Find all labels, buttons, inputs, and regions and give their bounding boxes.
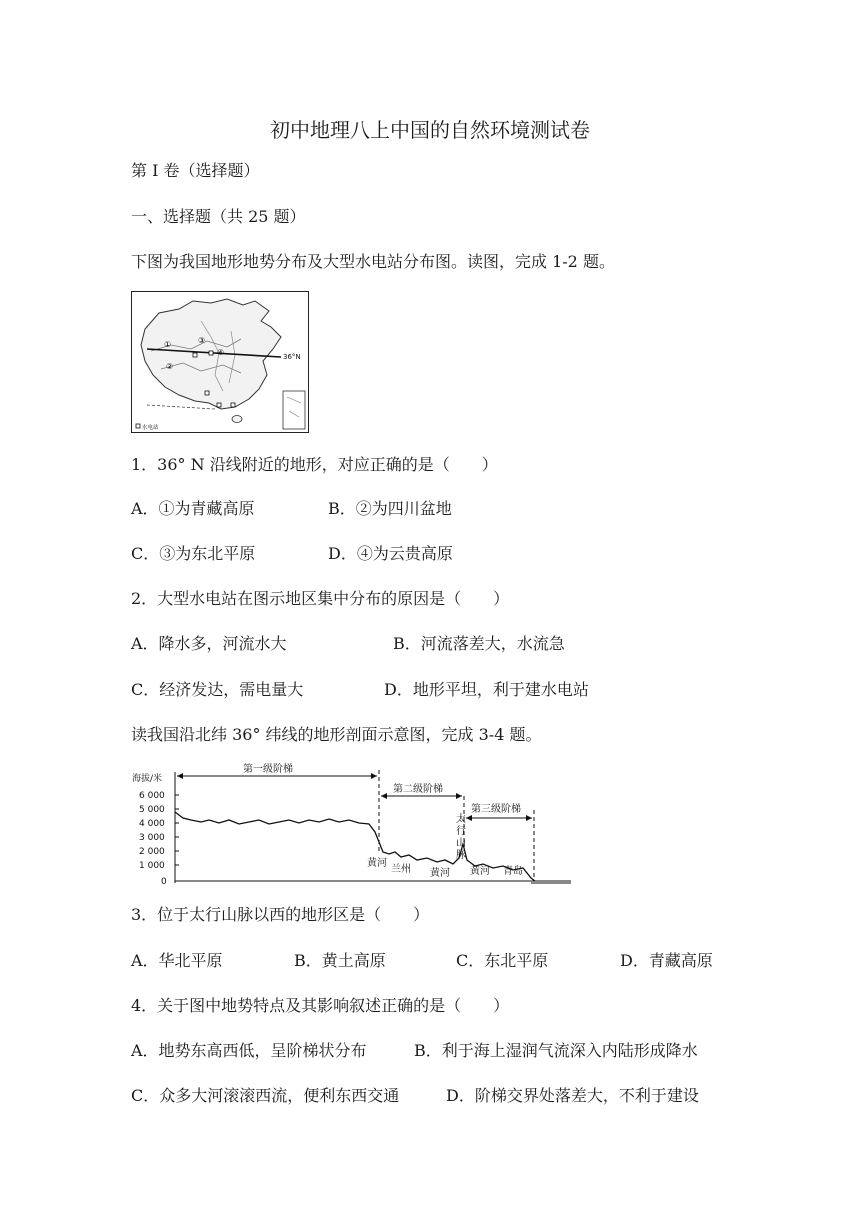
page-title: 初中地理八上中国的自然环境测试卷	[270, 118, 590, 142]
volume-heading: 第 I 卷（选择题）	[131, 161, 260, 180]
mountain-label: 太	[456, 814, 466, 825]
step-label: 第一级阶梯	[243, 764, 293, 775]
y-tick-label: 0	[161, 877, 167, 887]
y-tick-label: 6 000	[139, 791, 165, 801]
hydro-station-marker	[193, 353, 197, 357]
q2-option-a[interactable]: A．降水多，河流水大	[131, 634, 287, 653]
intro-q3-4: 读我国沿北纬 36° 纬线的地形剖面示意图，完成 3-4 题。	[131, 725, 542, 744]
mountain-label: 行	[456, 826, 466, 837]
step-label: 第三级阶梯	[471, 804, 521, 815]
q2-option-b[interactable]: B．河流落差大，水流急	[393, 634, 565, 653]
q4-option-a[interactable]: A．地势东高西低，呈阶梯状分布	[131, 1041, 367, 1060]
hydro-station-marker	[209, 351, 213, 355]
region-label: ②	[166, 362, 174, 371]
y-tick-label: 3 000	[139, 833, 165, 843]
terrain-profile-36n	[131, 762, 573, 890]
region-label: ③	[198, 336, 206, 345]
question-2-stem: 2．大型水电站在图示地区集中分布的原因是（ ）	[131, 589, 510, 608]
place-label: 黄河	[470, 866, 490, 877]
hydro-station-marker	[231, 403, 235, 407]
q1-option-a[interactable]: A．①为青藏高原	[131, 499, 255, 518]
legend-marker	[136, 424, 140, 428]
place-label: 兰州	[391, 864, 411, 875]
y-tick-label: 4 000	[139, 819, 165, 829]
china-terrain-map	[131, 291, 309, 433]
y-axis-label: 海拔/米	[132, 774, 163, 784]
legend-label: 水电站	[142, 425, 159, 431]
q4-option-b[interactable]: B．利于海上湿润气流深入内陆形成降水	[414, 1041, 698, 1060]
mountain-label: 山	[456, 838, 466, 849]
q3-option-c[interactable]: C．东北平原	[456, 951, 549, 970]
step-label: 第二级阶梯	[393, 784, 443, 795]
q1-option-b[interactable]: B．②为四川盆地	[328, 499, 452, 518]
q1-option-c[interactable]: C．③为东北平原	[131, 544, 256, 563]
intro-q1-2: 下图为我国地形地势分布及大型水电站分布图。读图，完成 1-2 题。	[131, 252, 615, 271]
hydro-station-marker	[217, 403, 221, 407]
region-label: ①	[164, 340, 172, 349]
place-label: 黄河	[430, 868, 450, 879]
mountain-label: 脉	[456, 850, 466, 861]
y-tick-label: 1 000	[139, 861, 165, 871]
q4-option-d[interactable]: D．阶梯交界处落差大，不利于建设	[446, 1086, 699, 1105]
y-tick-label: 2 000	[139, 847, 165, 857]
q2-option-c[interactable]: C．经济发达，需电量大	[131, 680, 304, 699]
latitude-label: 36°N	[283, 353, 301, 361]
q1-option-d[interactable]: D．④为云贵高原	[328, 544, 453, 563]
place-label: 黄河	[367, 858, 387, 869]
section-heading: 一、选择题（共 25 题）	[131, 207, 306, 226]
y-tick-label: 5 000	[139, 805, 165, 815]
question-1-stem: 1．36° N 沿线附近的地形，对应正确的是（ ）	[131, 455, 498, 474]
question-3-stem: 3．位于太行山脉以西的地形区是（ ）	[131, 905, 430, 924]
question-4-stem: 4．关于图中地势特点及其影响叙述正确的是（ ）	[131, 996, 510, 1015]
region-label: ④	[217, 348, 225, 357]
q3-option-b[interactable]: B．黄土高原	[294, 951, 386, 970]
q3-option-a[interactable]: A．华北平原	[131, 951, 223, 970]
place-label: 青岛	[503, 866, 523, 877]
hydro-station-marker	[205, 391, 209, 395]
q3-option-d[interactable]: D．青藏高原	[620, 951, 713, 970]
q2-option-d[interactable]: D．地形平坦，利于建水电站	[384, 680, 589, 699]
q4-option-c[interactable]: C．众多大河滚滚西流，便利东西交通	[131, 1086, 400, 1105]
